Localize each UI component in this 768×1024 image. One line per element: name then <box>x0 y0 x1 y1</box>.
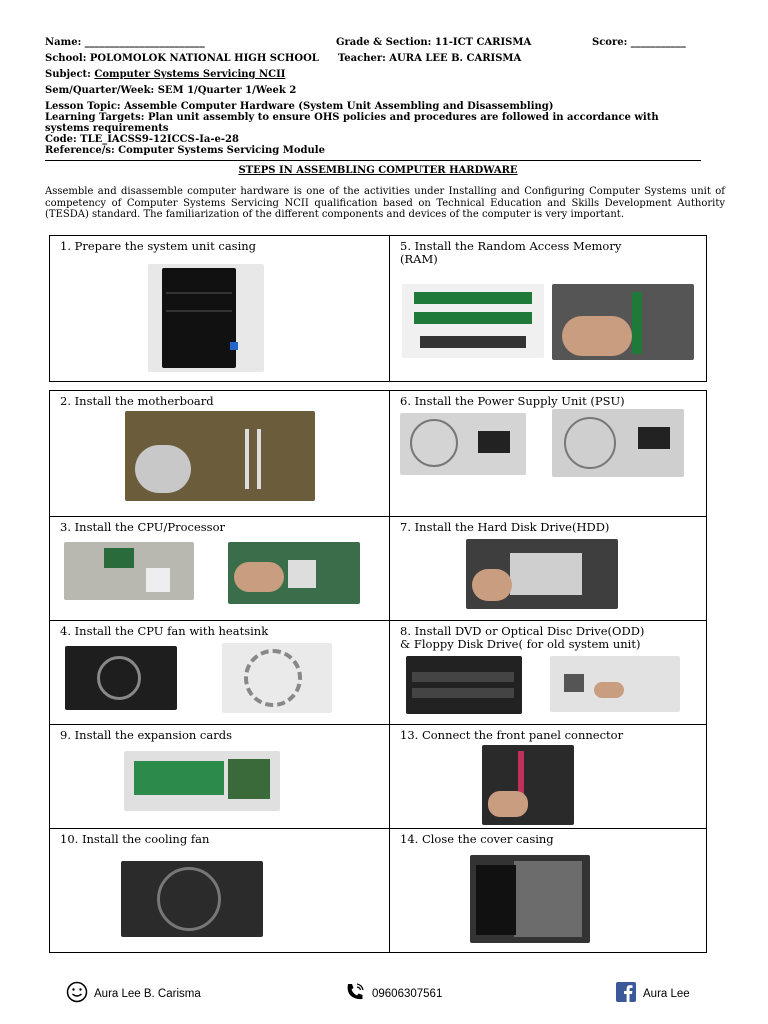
motherboard-photo <box>125 411 315 501</box>
page-title: STEPS IN ASSEMBLING COMPUTER HARDWARE <box>238 165 518 176</box>
ram-install-photo <box>552 284 694 360</box>
phone-icon <box>344 981 366 1006</box>
learning-targets: Learning Targets: Plan unit assembly to ensure OHS policies and procedures are followed in accordance with <box>45 112 659 123</box>
step-label-10: 10. Install the cooling fan <box>60 832 210 846</box>
step-cell-4 <box>49 620 390 725</box>
floppy-drive-photo <box>550 656 680 712</box>
step-label-8: 8. Install DVD or Optical Disc Drive(ODD) & Floppy Disk Drive( for old system unit) <box>400 624 645 651</box>
heatsink-photo <box>222 643 332 713</box>
step-label-1: 1. Prepare the system unit casing <box>60 239 257 253</box>
step-cell-8 <box>389 620 707 725</box>
step-cell-6 <box>389 390 707 517</box>
step-label-9: 9. Install the expansion cards <box>60 728 232 742</box>
footer-facebook-name: Aura Lee <box>643 987 690 1000</box>
cooling-fan-photo <box>121 861 263 937</box>
step-cell-3 <box>49 516 390 621</box>
step-label-5: 5. Install the Random Access Memory (RAM) <box>400 239 622 266</box>
header-divider <box>45 160 701 161</box>
subject-value: Computer Systems Servicing NCII <box>94 69 286 80</box>
name-label: Name: ________________________ <box>45 37 205 48</box>
sem-quarter-week: Sem/Quarter/Week: SEM 1/Quarter 1/Week 2 <box>45 85 297 96</box>
step-cell-10 <box>49 828 390 953</box>
footer-facebook <box>615 981 690 1006</box>
step-label-7: 7. Install the Hard Disk Drive(HDD) <box>400 520 610 534</box>
step-label-4: 4. Install the CPU fan with heatsink <box>60 624 269 638</box>
learning-targets-cont: systems requirements <box>45 123 169 134</box>
casing-photo <box>148 264 264 372</box>
ram-modules-photo <box>402 284 544 358</box>
hdd-photo <box>466 539 618 609</box>
front-panel-connector-photo <box>482 745 574 825</box>
step-cell-2 <box>49 390 390 517</box>
cpu-photo <box>64 542 194 600</box>
odd-photo <box>406 656 522 714</box>
footer-phone <box>344 981 442 1006</box>
expansion-card-photo <box>124 751 280 811</box>
step-cell-14 <box>389 828 707 953</box>
cover-casing-photo <box>470 855 590 943</box>
footer-author <box>66 981 201 1006</box>
cpu-fan-photo <box>65 646 177 710</box>
subject-prefix: Subject: <box>45 69 95 80</box>
competency-code: Code: TLE_IACSS9-12ICCS-Ia-e-28 <box>45 134 239 145</box>
step-label-2: 2. Install the motherboard <box>60 394 214 408</box>
school-label: School: POLOMOLOK NATIONAL HIGH SCHOOL <box>45 53 319 64</box>
footer-phone-number: 09606307561 <box>372 987 443 1000</box>
step-label-3: 3. Install the CPU/Processor <box>60 520 225 534</box>
reference-label: Reference/s: Computer Systems Servicing Module <box>45 145 325 156</box>
smiley-icon <box>66 981 88 1006</box>
grade-section-label: Grade & Section: 11-ICT CARISMA <box>336 37 532 48</box>
intro-paragraph: Assemble and disassemble computer hardware is one of the activities under Installing and Configuring Computer Systems unit of competency of Computer Systems Servicing NCII qualification based on Technical Education and Skills Development Authority (TESDA) standard. The familiarization of the different components and devices of the computer is very important. <box>45 186 725 220</box>
cpu-install-photo <box>228 542 360 604</box>
facebook-icon <box>615 981 637 1006</box>
teacher-label: Teacher: AURA LEE B. CARISMA <box>338 53 522 64</box>
psu-install-photo <box>552 409 684 477</box>
footer-name: Aura Lee B. Carisma <box>94 987 201 1000</box>
step-label-6: 6. Install the Power Supply Unit (PSU) <box>400 394 625 408</box>
step-cell-5 <box>389 235 707 382</box>
step-label-13: 13. Connect the front panel connector <box>400 728 624 742</box>
subject-label <box>45 69 285 81</box>
step-label-14: 14. Close the cover casing <box>400 832 554 846</box>
step-cell-1 <box>49 235 390 382</box>
psu-photo <box>400 413 526 475</box>
lesson-topic: Lesson Topic: Assemble Computer Hardware (System Unit Assembling and Disassembling) <box>45 101 554 112</box>
step-cell-7 <box>389 516 707 621</box>
step-cell-13 <box>389 724 707 829</box>
score-label: Score: ___________ <box>592 37 686 48</box>
step-cell-9 <box>49 724 390 829</box>
